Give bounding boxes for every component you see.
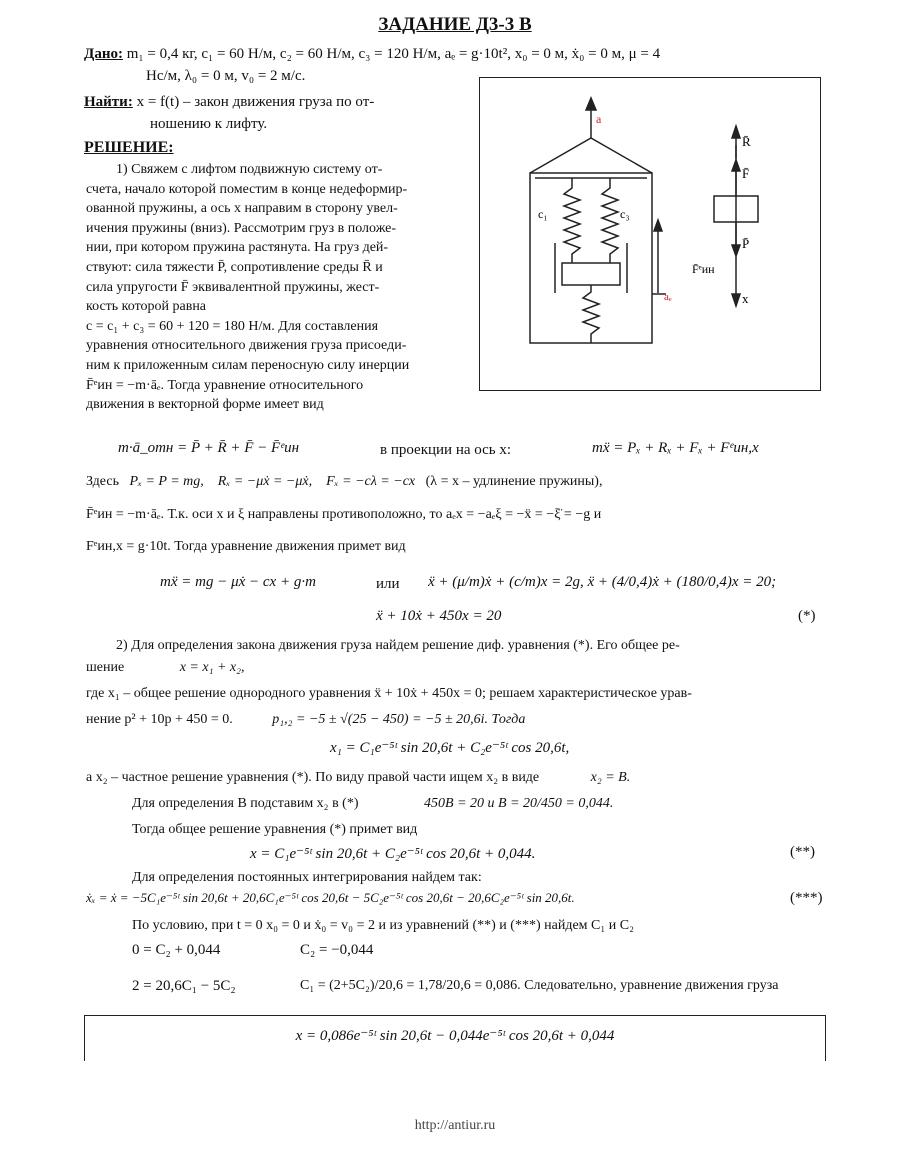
para1-line: движения в векторной форме имеет вид: [86, 397, 324, 413]
initial-eq-2a: 2 = 20,6C₁ − 5C₂: [132, 978, 236, 994]
fig-label-F: F̄: [742, 166, 750, 181]
where-F: Fₓ = −cλ = −cx: [326, 474, 416, 489]
where-R: Rₓ = −μẋ = −μẋ,: [217, 474, 313, 489]
para1-line: уравнения относительного движения груза присоеди-: [86, 338, 407, 354]
fig-label-ae: aₑ: [664, 291, 672, 303]
B-value: 450B = 20 и B = 20/450 = 0,044.: [424, 796, 614, 811]
paragraph-1: [86, 160, 471, 415]
given-line-1: [84, 44, 660, 64]
solution-sum: x = x₁ + x₂,: [179, 660, 245, 675]
figure-drawing: [480, 78, 820, 390]
para1-line: счета, начало которой поместим в конце недеформир-: [86, 181, 408, 197]
para1-line: c = c₁ + c₃ = 60 + 120 = 180 Н/м. Для составления: [86, 318, 379, 334]
fig-label-a: a: [596, 112, 602, 126]
general-solution-number: (**): [790, 844, 815, 860]
find-line-1: [84, 92, 374, 112]
motion-equation-right: ẍ + (μ/m)ẋ + (c/m)x = 2g, ẍ + (4/0,4)ẋ + (180/0,4)x = 20;: [428, 574, 777, 590]
particular-text: а x₂ – частное решение уравнения (*). По виду правой части ищем x₂ в виде: [86, 770, 540, 785]
fig-label-c1: c₁: [538, 207, 548, 221]
given-label: Дано:: [84, 46, 123, 62]
characteristic-roots: p₁,₂ = −5 ± √(25 − 450) = −5 ± 20,6i. Тогда: [272, 712, 526, 727]
particular-line: [86, 768, 630, 788]
final-answer-box: [84, 1015, 826, 1061]
general-solution-line: Тогда общее решение уравнения (*) примет вид: [132, 822, 418, 837]
initial-conditions-line: По условию, при t = 0 x₀ = 0 и ẋ₀ = v₀ = 2 и из уравнений (**) и (***) найдем C₁ и C₂: [132, 918, 634, 933]
given-line-2: Нс/м, λ₀ = 0 м, v₀ = 2 м/с.: [146, 68, 306, 84]
initial-eq-1b: C₂ = −0,044: [300, 942, 374, 958]
solution-word: шение: [86, 660, 125, 675]
para2-line-2: [86, 658, 244, 678]
para1-line: ствуют: сила тяжести P̄, сопротивление среды R̄ и: [86, 259, 383, 275]
para1-line: ичения пружины (вниз). Рассмотрим груз в положе-: [86, 220, 397, 236]
initial-eq-1a: 0 = C₂ + 0,044: [132, 942, 221, 958]
find-text-1: x = f(t) – закон движения груза по от-: [136, 94, 375, 110]
solution-label: РЕШЕНИЕ:: [84, 139, 174, 156]
projection-equation: mẍ = Pₓ + Rₓ + Fₓ + Fᵉин,x: [592, 440, 759, 456]
characteristic-equation: нение p² + 10p + 450 = 0.: [86, 712, 233, 727]
fig-label-c3: c₃: [620, 207, 630, 221]
derivative-equation: ẋₓ = ẋ = −5C₁e⁻⁵ᵗ sin 20,6t + 20,6C₁e⁻⁵ᵗ cos 20,6t − 5C₂e⁻⁵ᵗ cos 20,6t − 20,6C₂e⁻⁵ᵗ sin 20,6t.: [86, 890, 575, 905]
homogeneous-line: где x₁ – общее решение однородного уравнения ẍ + 10ẋ + 450x = 0; решаем характеристическое урав-: [86, 686, 692, 701]
where-word: Здесь: [86, 474, 119, 489]
derivative-number: (***): [790, 890, 823, 906]
initial-eq-2b: C₁ = (2+5C₂)/20,6 = 1,78/20,6 = 0,086. Следовательно, уравнение движения груза: [300, 978, 779, 993]
B-text: Для определения B подставим x₂ в (*): [132, 796, 359, 811]
find-line-2: ношению к лифту.: [150, 116, 268, 132]
characteristic-line: [86, 710, 525, 730]
equation-star-number: (*): [798, 608, 816, 624]
para1-line: сила упругости F̄ эквивалентной пружины, жест-: [86, 279, 380, 295]
para1-line: ним к приложенным силам переносную силу инерции: [86, 357, 410, 373]
equation-star: ẍ + 10ẋ + 450x = 20: [376, 608, 502, 624]
motion-equation-left: mẍ = mg − μẋ − cx + g·m: [160, 574, 316, 590]
inertia-line-1: F̄ᵉин = −m·āₑ. Т.к. оси x и ξ направлены противоположно, то aₑx = −aₑξ = −ẍ = −ξ̈ = −g и: [86, 507, 602, 522]
para1-line: 1) Свяжем с лифтом подвижную систему от-: [116, 162, 383, 177]
general-solution-equation: x = C₁e⁻⁵ᵗ sin 20,6t + C₂e⁻⁵ᵗ cos 20,6t + 0,044.: [250, 846, 536, 862]
fig-label-Fin: F̄ᵉин: [692, 262, 715, 276]
inertia-line-2: Fᵉин,x = g·10t. Тогда уравнение движения примет вид: [86, 539, 406, 554]
footer-url: http://antiur.ru: [414, 1118, 496, 1133]
where-note: (λ = x – удлинение пружины),: [425, 474, 603, 489]
where-P: Pₓ = P = mg,: [129, 474, 204, 489]
para1-line: нии, при котором пружина растянута. На груз дей-: [86, 240, 389, 256]
para2-line-1: 2) Для определения закона движения груза найдем решение диф. уравнения (*). Его общее ре-: [116, 638, 680, 653]
vector-equation: m·ā_отн = P̄ + R̄ + F̄ − F̄ᵉин: [118, 440, 300, 456]
para1-line: ованной пружины, а ось x направим в сторону увел-: [86, 201, 398, 217]
B-line: [132, 794, 613, 814]
elevator-cabin: [530, 173, 652, 343]
motion-equation-or: или: [376, 576, 400, 592]
fig-label-x: x: [742, 291, 749, 306]
where-line: [86, 472, 602, 492]
para1-line: кость которой равна: [86, 299, 207, 315]
find-label: Найти:: [84, 94, 133, 110]
assignment-title: ЗАДАНИЕ Д3-3 В: [378, 14, 532, 35]
final-answer-equation: x = 0,086e⁻⁵ᵗ sin 20,6t − 0,044e⁻⁵ᵗ cos 20,6t + 0,044: [295, 1028, 615, 1044]
equation-x1: x₁ = C₁e⁻⁵ᵗ sin 20,6t + C₂e⁻⁵ᵗ cos 20,6t,: [330, 740, 570, 756]
mechanics-figure: [479, 77, 821, 391]
fig-label-R: R̄: [742, 134, 751, 149]
para1-line: F̄ᵉин = −m·āₑ. Тогда уравнение относительного: [86, 377, 364, 393]
fig-label-P: P̄: [742, 236, 750, 251]
derivative-label: Для определения постоянных интегрирования найдем так:: [132, 870, 482, 885]
particular-form: x₂ = B.: [590, 770, 631, 785]
projection-text: в проекции на ось x:: [380, 442, 512, 458]
given-values-1: m₁ = 0,4 кг, c₁ = 60 Н/м, c₂ = 60 Н/м, c₃ = 120 Н/м, aₑ = g·10t², x₀ = 0 м, ẋ₀ = 0 м, μ = 4: [126, 46, 661, 62]
